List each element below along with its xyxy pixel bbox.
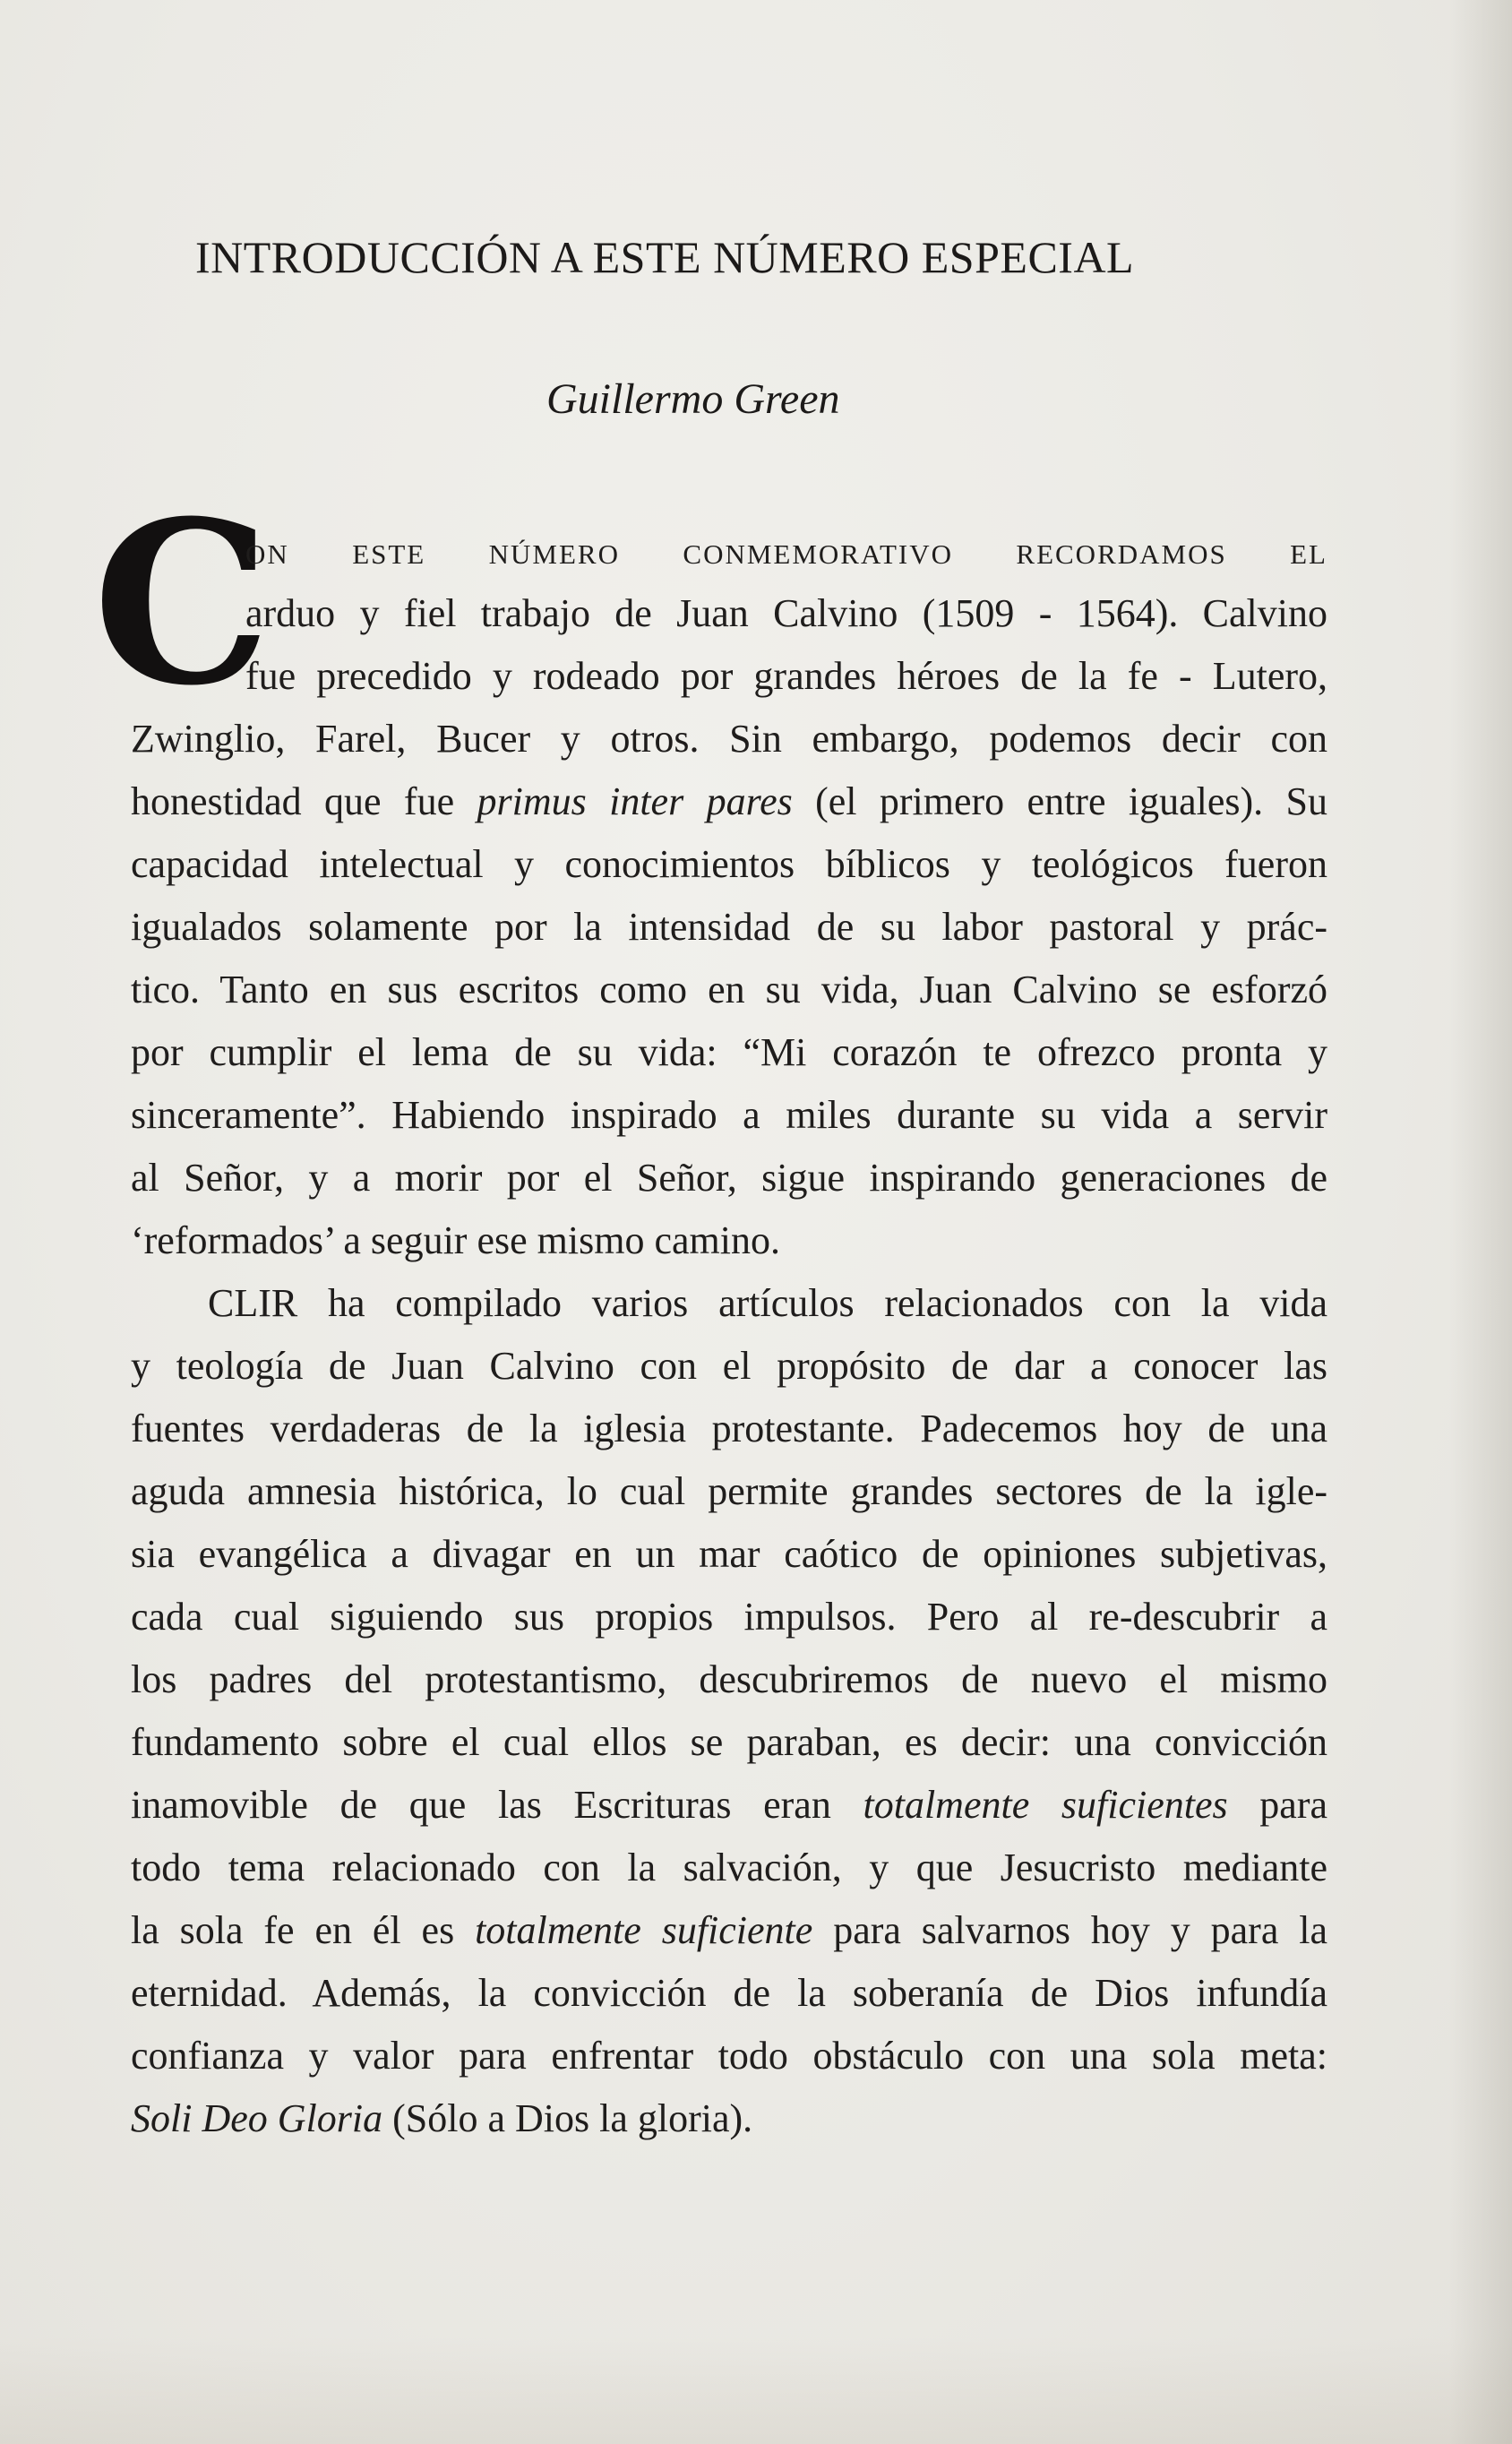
- text-line: [131, 1586, 1327, 1648]
- text-run: todo tema relacionado con la salvación, y que Jesucristo mediante: [131, 1846, 1327, 1889]
- text-run: (el primero entre iguales). Su: [792, 779, 1327, 823]
- text-run: para salvarnos hoy y para la: [812, 1908, 1327, 1952]
- text-run: inamovible de que las Escrituras eran: [131, 1783, 863, 1827]
- paragraph: [131, 520, 1327, 1272]
- text-run: igualados solamente por la intensidad de su labor pastoral y prác-: [131, 905, 1327, 949]
- text-line: [131, 1837, 1327, 1899]
- text-run: sia evangélica a divagar en un mar caótico de opiniones subjetivas,: [131, 1532, 1327, 1576]
- text-run: sinceramente”. Habiendo inspirado a miles durante su vida a servir: [131, 1093, 1327, 1137]
- text-run: la sola fe en él es: [131, 1908, 476, 1952]
- text-run: on este número conmemorativo recordamos el: [245, 529, 1327, 572]
- article-body: [131, 520, 1327, 2150]
- text-line: [245, 520, 1327, 582]
- text-line: [131, 1084, 1327, 1147]
- italic-phrase: Soli Deo Gloria: [131, 2096, 383, 2140]
- text-run: y teología de Juan Calvino con el propósito de dar a conocer las: [131, 1344, 1327, 1388]
- text-run: aguda amnesia histórica, lo cual permite grandes sectores de la igle-: [131, 1469, 1327, 1513]
- text-line: [131, 1774, 1327, 1837]
- text-run: los padres del protestantismo, descubriremos de nuevo el mismo: [131, 1657, 1327, 1701]
- italic-phrase: totalmente suficiente: [475, 1908, 813, 1952]
- text-line: [131, 1711, 1327, 1774]
- text-run: eternidad. Además, la convicción de la soberanía de Dios infundía: [131, 1971, 1327, 2015]
- drop-cap: C: [92, 470, 271, 735]
- text-run: fundamento sobre el cual ellos se paraban, es decir: una convicción: [131, 1720, 1327, 1764]
- text-line: [131, 1398, 1327, 1460]
- text-run: fue precedido y rodeado por grandes héroes de la fe - Lutero,: [245, 654, 1327, 698]
- text-line: [131, 708, 1327, 770]
- paragraph: [131, 1272, 1327, 2150]
- text-line: [131, 770, 1327, 833]
- text-run: CLIR ha compilado varios artículos relacionados con la vida: [208, 1281, 1327, 1325]
- page-title: INTRODUCCIÓN A ESTE NÚMERO ESPECIAL: [195, 232, 1135, 282]
- text-run: por cumplir el lema de su vida: “Mi corazón te ofrezco pronta y: [131, 1030, 1327, 1074]
- text-line: [245, 582, 1327, 645]
- text-run: Zwinglio, Farel, Bucer y otros. Sin embargo, podemos decir con: [131, 717, 1327, 761]
- text-line: [131, 1648, 1327, 1711]
- text-line: [131, 1899, 1327, 1962]
- text-line: [131, 1335, 1327, 1398]
- text-line: [131, 1021, 1327, 1084]
- text-line: [131, 1272, 1327, 1335]
- text-run: para: [1227, 1783, 1327, 1827]
- text-line: [131, 1460, 1327, 1523]
- text-line: [131, 896, 1327, 959]
- author-name: Guillermo Green: [546, 375, 840, 423]
- text-line: [131, 2087, 1327, 2150]
- text-run: capacidad intelectual y conocimientos bíblicos y teológicos fueron: [131, 842, 1327, 886]
- italic-phrase: totalmente suficientes: [863, 1783, 1228, 1827]
- text-run: tico. Tanto en sus escritos como en su vida, Juan Calvino se esforzó: [131, 968, 1327, 1011]
- text-run: arduo y fiel trabajo de Juan Calvino (1509 - 1564). Calvino: [245, 591, 1327, 635]
- text-run: fuentes verdaderas de la iglesia protestante. Padecemos hoy de una: [131, 1407, 1327, 1450]
- text-run: cada cual siguiendo sus propios impulsos. Pero al re-descubrir a: [131, 1595, 1327, 1639]
- text-line: [245, 645, 1327, 708]
- text-line: [131, 1962, 1327, 2025]
- text-run: al Señor, y a morir por el Señor, sigue inspirando generaciones de: [131, 1156, 1327, 1200]
- text-line: [131, 833, 1327, 896]
- text-line: [131, 1147, 1327, 1209]
- text-line: [131, 1523, 1327, 1586]
- text-line: [131, 1209, 1327, 1272]
- text-line: [131, 2025, 1327, 2087]
- text-run: confianza y valor para enfrentar todo obstáculo con una sola meta:: [131, 2034, 1327, 2078]
- text-run: (Sólo a Dios la gloria).: [382, 2096, 753, 2140]
- italic-phrase: primus inter pares: [477, 779, 793, 823]
- text-run: ‘reformados’ a seguir ese mismo camino.: [131, 1218, 780, 1262]
- text-run: honestidad que fue: [131, 779, 477, 823]
- text-line: [131, 959, 1327, 1021]
